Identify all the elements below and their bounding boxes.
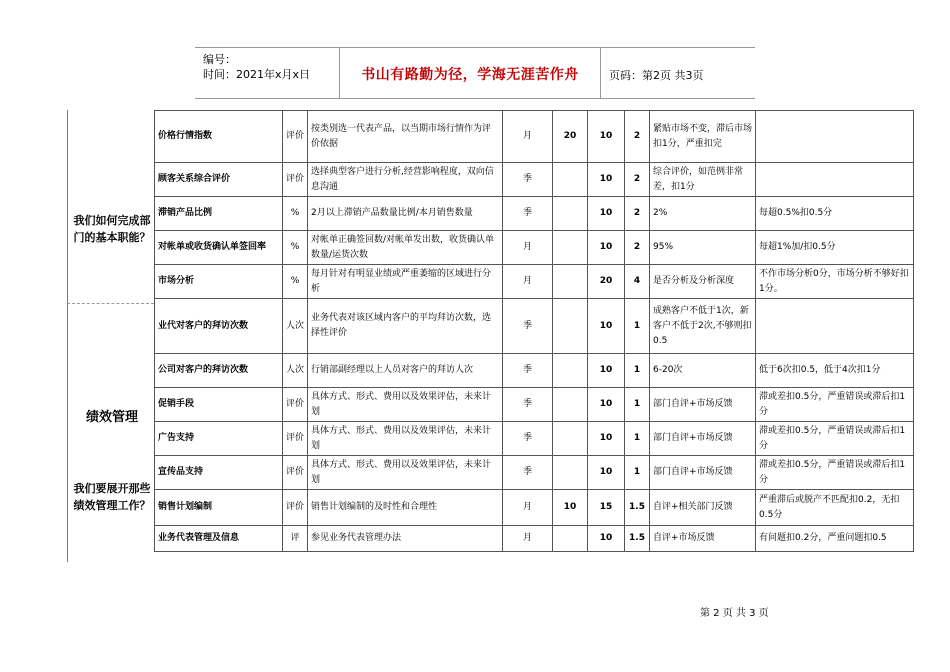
note-cell: 不作市场分析0分，市场分析不够好扣1分。	[756, 265, 914, 299]
weight-cell	[553, 526, 588, 552]
section-performance-question: 我们要展开那些绩效管理工作？	[73, 482, 151, 512]
indicator-cell: 滞销产品比例	[155, 197, 283, 231]
weight-cell	[553, 354, 588, 388]
weight-cell: 20	[553, 111, 588, 163]
method-cell: 具体方式、形式、费用以及效果评估，未来计划	[308, 456, 503, 490]
header-motto: 书山有路勤为径，学海无涯苦作舟	[361, 67, 579, 83]
weight-cell	[553, 299, 588, 354]
note-cell: 严重滞后或脱产不匹配扣0.2，无扣0.5分	[756, 490, 914, 526]
note-cell: 滞或差扣0.5分，严重错误或滞后扣1分	[756, 422, 914, 456]
category-cell: %	[283, 231, 308, 265]
weight-cell	[553, 197, 588, 231]
section-performance-title: 绩效管理	[85, 410, 138, 425]
section-divider	[67, 303, 154, 304]
period-cell: 季	[503, 456, 553, 490]
deduction-cell: 2	[625, 231, 650, 265]
standard-cell: 部门自评+市场反馈	[650, 456, 756, 490]
method-cell: 具体方式、形式、费用以及效果评估，未来计划	[308, 388, 503, 422]
method-cell: 销售计划编制的及时性和合理性	[308, 490, 503, 526]
period-cell: 月	[503, 490, 553, 526]
standard-cell: 是否分析及分析深度	[650, 265, 756, 299]
note-cell	[756, 111, 914, 163]
deduction-cell: 1.5	[625, 490, 650, 526]
note-cell: 每超1%加/扣0.5分	[756, 231, 914, 265]
weight-cell	[553, 388, 588, 422]
weight-cell	[553, 231, 588, 265]
table-row	[155, 231, 914, 265]
page-header	[195, 47, 755, 99]
document-date-label: 时间：2021年x月x日	[203, 68, 311, 81]
score-cell: 10	[588, 163, 625, 197]
indicator-cell: 宣传品支持	[155, 456, 283, 490]
header-page-number: 页码：第2页 共3页	[609, 69, 704, 82]
period-cell: 月	[503, 265, 553, 299]
score-cell: 10	[588, 197, 625, 231]
indicator-cell: 价格行情指数	[155, 111, 283, 163]
note-cell: 滞或差扣0.5分，严重错误或滞后扣1分	[756, 388, 914, 422]
method-cell: 行销部副经理以上人员对客户的拜访人次	[308, 354, 503, 388]
deduction-cell: 1.5	[625, 526, 650, 552]
note-cell: 每超0.5%扣0.5分	[756, 197, 914, 231]
deduction-cell: 1	[625, 456, 650, 490]
deduction-cell: 1	[625, 354, 650, 388]
method-cell: 2月以上滞销产品数量比例/本月销售数量	[308, 197, 503, 231]
weight-cell	[553, 422, 588, 456]
deduction-cell: 4	[625, 265, 650, 299]
method-cell: 业务代表对该区域内客户的平均拜访次数，选择性评价	[308, 299, 503, 354]
category-cell: %	[283, 197, 308, 231]
period-cell: 月	[503, 111, 553, 163]
method-cell: 具体方式、形式、费用以及效果评估，未来计划	[308, 422, 503, 456]
weight-cell	[553, 265, 588, 299]
score-cell: 10	[588, 456, 625, 490]
score-cell: 10	[588, 422, 625, 456]
table-row	[155, 265, 914, 299]
indicator-cell: 公司对客户的拜访次数	[155, 354, 283, 388]
indicator-cell: 销售计划编制	[155, 490, 283, 526]
performance-table	[154, 110, 914, 552]
standard-cell: 部门自评+市场反馈	[650, 388, 756, 422]
page-footer: 第 2 页 共 3 页	[700, 608, 769, 619]
method-cell: 按类别选一代表产品，以当期市场行情作为评价依据	[308, 111, 503, 163]
standard-cell: 部门自评+市场反馈	[650, 422, 756, 456]
period-cell: 季	[503, 422, 553, 456]
indicator-cell: 顾客关系综合评价	[155, 163, 283, 197]
method-cell: 每月针对有明显业绩或严重萎缩的区域进行分析	[308, 265, 503, 299]
category-cell: %	[283, 265, 308, 299]
period-cell: 季	[503, 197, 553, 231]
standard-cell: 紧贴市场不变，滞后市场扣1分，严重扣完	[650, 111, 756, 163]
table-row	[155, 111, 914, 163]
score-cell: 10	[588, 526, 625, 552]
score-cell: 10	[588, 388, 625, 422]
deduction-cell: 2	[625, 163, 650, 197]
standard-cell: 95%	[650, 231, 756, 265]
standard-cell: 2%	[650, 197, 756, 231]
table-row	[155, 354, 914, 388]
table-row	[155, 456, 914, 490]
document-number-label: 编号：	[203, 53, 236, 66]
period-cell: 季	[503, 299, 553, 354]
score-cell: 15	[588, 490, 625, 526]
deduction-cell: 1	[625, 388, 650, 422]
note-cell: 低于6次扣0.5，低于4次扣1分	[756, 354, 914, 388]
indicator-cell: 促销手段	[155, 388, 283, 422]
table-row	[155, 388, 914, 422]
standard-cell: 自评+市场反馈	[650, 526, 756, 552]
note-cell: 有问题扣0.2分，严重问题扣0.5	[756, 526, 914, 552]
method-cell: 对帐单正确签回数/对帐单发出数，收货确认单数量/运货次数	[308, 231, 503, 265]
category-cell: 评价	[283, 490, 308, 526]
category-cell: 评价	[283, 388, 308, 422]
indicator-cell: 市场分析	[155, 265, 283, 299]
score-cell: 10	[588, 231, 625, 265]
period-cell: 季	[503, 163, 553, 197]
score-cell: 10	[588, 111, 625, 163]
period-cell: 季	[503, 388, 553, 422]
category-cell: 评价	[283, 422, 308, 456]
weight-cell: 10	[553, 490, 588, 526]
deduction-cell: 1	[625, 299, 650, 354]
standard-cell: 自评+相关部门反馈	[650, 490, 756, 526]
weight-cell	[553, 163, 588, 197]
category-cell: 人次	[283, 299, 308, 354]
category-cell: 人次	[283, 354, 308, 388]
category-cell: 评价	[283, 456, 308, 490]
note-cell	[756, 163, 914, 197]
method-cell: 参见业务代表管理办法	[308, 526, 503, 552]
indicator-cell: 广告支持	[155, 422, 283, 456]
table-row	[155, 299, 914, 354]
period-cell: 季	[503, 354, 553, 388]
score-cell: 20	[588, 265, 625, 299]
standard-cell: 成熟客户不低于1次，新客户不低于2次,不够则扣0.5	[650, 299, 756, 354]
table-row	[155, 197, 914, 231]
indicator-cell: 业代对客户的拜访次数	[155, 299, 283, 354]
deduction-cell: 1	[625, 422, 650, 456]
category-cell: 评	[283, 526, 308, 552]
weight-cell	[553, 456, 588, 490]
period-cell: 月	[503, 231, 553, 265]
indicator-cell: 业务代表管理及信息	[155, 526, 283, 552]
category-cell: 评价	[283, 163, 308, 197]
score-cell: 10	[588, 354, 625, 388]
table-row	[155, 490, 914, 526]
header-divider	[600, 48, 601, 98]
table-row	[155, 163, 914, 197]
table-row	[155, 526, 914, 552]
table-row	[155, 422, 914, 456]
standard-cell: 6-20次	[650, 354, 756, 388]
note-cell	[756, 299, 914, 354]
method-cell: 选择典型客户进行分析,经营影响程度，双向信息沟通	[308, 163, 503, 197]
score-cell: 10	[588, 299, 625, 354]
deduction-cell: 2	[625, 197, 650, 231]
left-border-line	[67, 110, 68, 562]
period-cell: 月	[503, 526, 553, 552]
category-cell: 评价	[283, 111, 308, 163]
deduction-cell: 2	[625, 111, 650, 163]
indicator-cell: 对帐单或收货确认单签回率	[155, 231, 283, 265]
standard-cell: 综合评价，如范例非常差，扣1分	[650, 163, 756, 197]
section-basic-function-label: 我们如何完成部门的基本职能？	[73, 214, 151, 244]
note-cell: 滞或差扣0.5分，严重错误或滞后扣1分	[756, 456, 914, 490]
